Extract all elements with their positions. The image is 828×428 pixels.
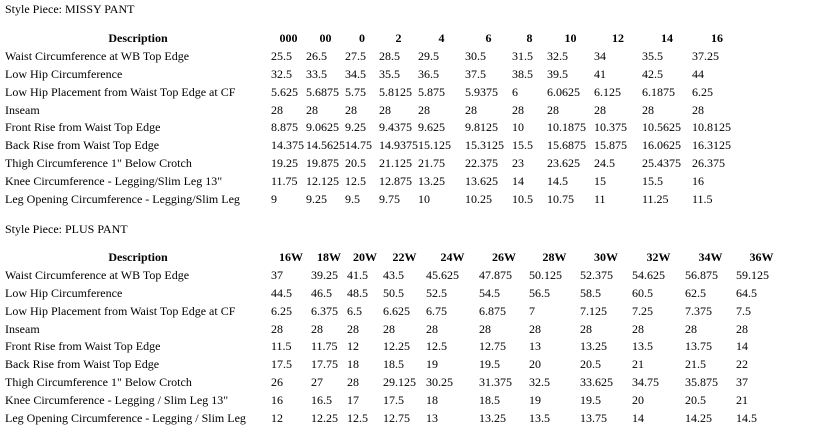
measurement-value: 9.0625 — [306, 120, 339, 135]
measurement-value: 41.5 — [347, 267, 368, 282]
measurement-value: 15.5 — [642, 174, 663, 189]
size-header: 34W — [698, 249, 723, 264]
measurement-value: 46.5 — [311, 285, 332, 300]
measurement-value: 28 — [379, 102, 391, 117]
measurement-value: 12 — [347, 339, 359, 354]
measurement-value: 34 — [594, 48, 606, 63]
measurement-value: 56.875 — [685, 267, 718, 282]
table-row — [5, 373, 787, 391]
measurement-value: 21 — [632, 357, 644, 372]
measurement-value: 10 — [418, 191, 430, 206]
measurement-value: 22.375 — [465, 156, 498, 171]
measurement-value: 6.1875 — [642, 84, 675, 99]
measurement-value: 21.125 — [379, 156, 412, 171]
measurement-value: 27 — [311, 375, 323, 390]
measurement-value: 16.3125 — [692, 138, 731, 153]
measurement-value: 35.875 — [685, 375, 718, 390]
table-row — [5, 266, 787, 284]
missy-header-row — [5, 29, 742, 47]
measurement-value: 52.375 — [580, 267, 613, 282]
measurement-label: Waist Circumference at WB Top Edge — [5, 48, 190, 63]
measurement-value: 12.5 — [345, 174, 366, 189]
measurement-value: 7.375 — [685, 303, 712, 318]
size-header: 000 — [279, 30, 298, 45]
measurement-value: 28 — [580, 321, 592, 336]
measurement-value: 10 — [512, 120, 524, 135]
measurement-value: 35.5 — [642, 48, 663, 63]
measurement-value: 10.5 — [512, 191, 533, 206]
measurement-value: 26.375 — [692, 156, 725, 171]
measurement-value: 28 — [594, 102, 606, 117]
measurement-value: 16.0625 — [642, 138, 681, 153]
measurement-value: 13.5 — [632, 339, 653, 354]
size-header: 32W — [646, 249, 671, 264]
size-header: 18W — [317, 249, 341, 264]
measurement-value: 5.625 — [271, 84, 298, 99]
table-row — [5, 172, 742, 190]
measurement-value: 28 — [347, 375, 359, 390]
measurement-value: 7.5 — [736, 303, 751, 318]
description-header: Description — [108, 30, 168, 45]
measurement-value: 35.5 — [379, 66, 400, 81]
measurement-label: Front Rise from Waist Top Edge — [5, 120, 161, 135]
measurement-value: 54.5 — [479, 285, 500, 300]
measurement-value: 37 — [736, 375, 748, 390]
measurement-value: 5.9375 — [465, 84, 498, 99]
measurement-value: 12.75 — [383, 410, 410, 425]
measurement-value: 6.25 — [692, 84, 713, 99]
measurement-value: 27.5 — [345, 48, 366, 63]
measurement-value: 11.25 — [642, 191, 669, 206]
measurement-value: 28.5 — [379, 48, 400, 63]
measurement-value: 48.5 — [347, 285, 368, 300]
measurement-value: 9.4375 — [379, 120, 412, 135]
missy-style-title: Style Piece: MISSY PANT — [5, 2, 135, 16]
measurement-value: 6 — [512, 84, 518, 99]
measurement-value: 56.5 — [529, 285, 550, 300]
measurement-label: Knee Circumference - Legging / Slim Leg 13" — [5, 393, 229, 408]
size-header: 8 — [526, 30, 533, 45]
measurement-value: 16.5 — [311, 393, 332, 408]
measurement-value: 42.5 — [642, 66, 663, 81]
table-row — [5, 47, 742, 65]
measurement-value: 58.5 — [580, 285, 601, 300]
measurement-value: 12.875 — [379, 174, 412, 189]
measurement-value: 15.3125 — [465, 138, 504, 153]
plus-size-table — [5, 248, 787, 427]
measurement-label: Knee Circumference - Legging/Slim Leg 13" — [5, 174, 223, 189]
measurement-value: 36.5 — [418, 66, 439, 81]
measurement-label: Low Hip Placement from Waist Top Edge at CF — [5, 303, 236, 318]
measurement-value: 14 — [512, 174, 524, 189]
size-header: 4 — [438, 30, 445, 45]
measurement-value: 14.75 — [345, 138, 372, 153]
measurement-label: Thigh Circumference 1" Below Crotch — [5, 156, 192, 171]
size-header: 28W — [542, 249, 567, 264]
size-header: 16 — [711, 30, 723, 45]
measurement-value: 30.25 — [426, 375, 453, 390]
measurement-value: 13.5 — [529, 410, 550, 425]
plus-header-row — [5, 248, 787, 266]
measurement-value: 28 — [383, 321, 395, 336]
measurement-value: 6.375 — [311, 303, 338, 318]
measurement-value: 21.75 — [418, 156, 445, 171]
measurement-value: 12.5 — [426, 339, 447, 354]
measurement-value: 28 — [547, 102, 559, 117]
measurement-value: 6.5 — [347, 303, 362, 318]
measurement-value: 29.5 — [418, 48, 439, 63]
size-header: 30W — [594, 249, 618, 264]
measurement-value: 6.625 — [383, 303, 410, 318]
measurement-value: 22 — [736, 357, 748, 372]
measurement-value: 11.75 — [311, 339, 338, 354]
size-header: 24W — [440, 249, 465, 264]
measurement-value: 9.25 — [345, 120, 366, 135]
measurement-value: 14.5 — [736, 410, 757, 425]
measurement-value: 9.25 — [306, 191, 327, 206]
table-row — [5, 391, 787, 409]
measurement-value: 34.5 — [345, 66, 366, 81]
measurement-value: 6.75 — [426, 303, 447, 318]
size-header: 36W — [749, 249, 774, 264]
missy-size-table — [5, 29, 742, 208]
size-header: 10 — [564, 30, 577, 45]
measurement-value: 32.5 — [547, 48, 568, 63]
measurement-value: 13 — [426, 410, 438, 425]
measurement-value: 20.5 — [580, 357, 601, 372]
measurement-value: 37 — [271, 267, 283, 282]
measurement-value: 19.875 — [306, 156, 339, 171]
measurement-value: 44.5 — [271, 285, 292, 300]
measurement-value: 23.625 — [547, 156, 580, 171]
measurement-value: 13.25 — [479, 410, 506, 425]
measurement-value: 14.25 — [685, 410, 712, 425]
measurement-value: 17.5 — [383, 393, 404, 408]
measurement-value: 32.5 — [271, 66, 292, 81]
measurement-value: 47.875 — [479, 267, 512, 282]
size-header: 2 — [395, 30, 402, 45]
size-header: 0 — [359, 30, 365, 45]
measurement-value: 25.5 — [271, 48, 292, 63]
measurement-value: 12.5 — [347, 410, 368, 425]
measurement-value: 11.75 — [271, 174, 298, 189]
measurement-value: 20.5 — [345, 156, 366, 171]
measurement-value: 15 — [594, 174, 606, 189]
measurement-value: 64.5 — [736, 285, 757, 300]
size-header: 00 — [319, 30, 332, 45]
measurement-label: Leg Opening Circumference - Legging/Slim Leg — [5, 191, 240, 206]
measurement-value: 13 — [529, 339, 541, 354]
table-row — [5, 154, 742, 172]
measurement-value: 52.5 — [426, 285, 447, 300]
measurement-value: 17.75 — [311, 357, 338, 372]
measurement-value: 11.5 — [692, 191, 713, 206]
measurement-value: 62.5 — [685, 285, 706, 300]
measurement-value: 25.4375 — [642, 156, 681, 171]
measurement-value: 13.25 — [580, 339, 607, 354]
size-header: 6 — [485, 30, 492, 45]
measurement-value: 12 — [271, 410, 283, 425]
measurement-value: 13.625 — [465, 174, 498, 189]
measurement-label: Waist Circumference at WB Top Edge — [5, 267, 190, 282]
measurement-value: 10.25 — [465, 191, 492, 206]
measurement-value: 31.375 — [479, 375, 512, 390]
measurement-label: Low Hip Circumference — [5, 285, 123, 300]
measurement-value: 10.8125 — [692, 120, 731, 135]
measurement-label: Leg Opening Circumference - Legging / Slim Leg — [5, 410, 246, 425]
measurement-value: 14.5 — [547, 174, 568, 189]
measurement-value: 7 — [529, 303, 535, 318]
measurement-value: 28 — [345, 102, 357, 117]
measurement-value: 7.25 — [632, 303, 653, 318]
measurement-value: 19 — [426, 357, 438, 372]
measurement-value: 19.25 — [271, 156, 298, 171]
measurement-value: 43.5 — [383, 267, 404, 282]
measurement-value: 10.5625 — [642, 120, 681, 135]
measurement-value: 20 — [632, 393, 644, 408]
measurement-value: 28 — [685, 321, 697, 336]
measurement-value: 39.25 — [311, 267, 338, 282]
measurement-value: 28 — [311, 321, 323, 336]
measurement-label: Back Rise from Waist Top Edge — [5, 138, 160, 153]
measurement-value: 11 — [594, 191, 606, 206]
table-row — [5, 302, 787, 320]
plus-style-title: Style Piece: PLUS PANT — [5, 222, 128, 236]
measurement-value: 18 — [347, 357, 359, 372]
measurement-value: 14 — [736, 339, 748, 354]
measurement-value: 6.25 — [271, 303, 292, 318]
measurement-value: 6.875 — [479, 303, 506, 318]
measurement-value: 5.875 — [418, 84, 445, 99]
measurement-label: Thigh Circumference 1" Below Crotch — [5, 375, 192, 390]
measurement-value: 20 — [529, 357, 541, 372]
measurement-value: 28 — [479, 321, 491, 336]
measurement-value: 38.5 — [512, 66, 533, 81]
table-row — [5, 190, 742, 208]
measurement-value: 19.5 — [580, 393, 601, 408]
measurement-value: 13.75 — [685, 339, 712, 354]
table-row — [5, 337, 787, 355]
table-row — [5, 118, 742, 136]
measurement-value: 23 — [512, 156, 524, 171]
size-header: 14 — [661, 30, 673, 45]
measurement-value: 26.5 — [306, 48, 327, 63]
table-row — [5, 355, 787, 373]
measurement-value: 14 — [632, 410, 644, 425]
measurement-value: 17 — [347, 393, 359, 408]
measurement-value: 28 — [271, 321, 283, 336]
measurement-value: 28 — [736, 321, 748, 336]
measurement-value: 19 — [529, 393, 541, 408]
measurement-label: Low Hip Placement from Waist Top Edge at CF — [5, 84, 236, 99]
measurement-value: 9.625 — [418, 120, 445, 135]
measurement-label: Back Rise from Waist Top Edge — [5, 357, 160, 372]
measurement-value: 15.125 — [418, 138, 451, 153]
measurement-label: Front Rise from Waist Top Edge — [5, 339, 161, 354]
table-row — [5, 409, 787, 427]
size-header: 16W — [279, 249, 303, 264]
measurement-value: 19.5 — [479, 357, 500, 372]
measurement-value: 12.25 — [311, 410, 338, 425]
measurement-value: 28 — [512, 102, 524, 117]
measurement-label: Inseam — [5, 321, 40, 336]
measurement-value: 32.5 — [529, 375, 550, 390]
measurement-value: 37.25 — [692, 48, 719, 63]
measurement-value: 21.5 — [685, 357, 706, 372]
measurement-value: 16 — [271, 393, 283, 408]
measurement-value: 9 — [271, 191, 277, 206]
measurement-value: 59.125 — [736, 267, 769, 282]
measurement-value: 17.5 — [271, 357, 292, 372]
measurement-value: 29.125 — [383, 375, 416, 390]
measurement-value: 37.5 — [465, 66, 486, 81]
measurement-value: 28 — [418, 102, 430, 117]
measurement-value: 14.9375 — [379, 138, 418, 153]
measurement-value: 6.0625 — [547, 84, 580, 99]
measurement-value: 9.5 — [345, 191, 360, 206]
measurement-value: 12.75 — [479, 339, 506, 354]
measurement-value: 13.75 — [580, 410, 607, 425]
measurement-value: 41 — [594, 66, 606, 81]
measurement-value: 6.125 — [594, 84, 621, 99]
measurement-value: 14.5625 — [306, 138, 345, 153]
measurement-value: 7.125 — [580, 303, 607, 318]
table-row — [5, 65, 742, 83]
table-row — [5, 320, 787, 338]
measurement-value: 15.875 — [594, 138, 627, 153]
measurement-value: 28 — [426, 321, 438, 336]
measurement-value: 60.5 — [632, 285, 653, 300]
measurement-value: 34.75 — [632, 375, 659, 390]
measurement-value: 54.625 — [632, 267, 665, 282]
measurement-value: 11.5 — [271, 339, 292, 354]
measurement-value: 28 — [692, 102, 704, 117]
measurement-value: 28 — [306, 102, 318, 117]
measurement-value: 5.75 — [345, 84, 366, 99]
measurement-value: 21 — [736, 393, 748, 408]
measurement-value: 45.625 — [426, 267, 459, 282]
table-row — [5, 136, 742, 154]
measurement-value: 44 — [692, 66, 704, 81]
measurement-label: Inseam — [5, 102, 40, 117]
measurement-value: 5.6875 — [306, 84, 339, 99]
measurement-value: 9.75 — [379, 191, 400, 206]
measurement-value: 28 — [529, 321, 541, 336]
size-header: 20W — [353, 249, 377, 264]
measurement-value: 5.8125 — [379, 84, 412, 99]
measurement-value: 50.125 — [529, 267, 562, 282]
table-row — [5, 101, 742, 119]
measurement-value: 14.375 — [271, 138, 304, 153]
measurement-label: Low Hip Circumference — [5, 66, 123, 81]
measurement-value: 8.875 — [271, 120, 298, 135]
measurement-value: 28 — [642, 102, 654, 117]
measurement-value: 50.5 — [383, 285, 404, 300]
measurement-value: 15.5 — [512, 138, 533, 153]
measurement-value: 10.75 — [547, 191, 574, 206]
measurement-value: 28 — [632, 321, 644, 336]
measurement-value: 12.125 — [306, 174, 339, 189]
measurement-value: 9.8125 — [465, 120, 498, 135]
measurement-value: 28 — [347, 321, 359, 336]
measurement-value: 31.5 — [512, 48, 533, 63]
plus-table-body — [5, 266, 787, 427]
measurement-value: 33.5 — [306, 66, 327, 81]
measurement-value: 30.5 — [465, 48, 486, 63]
size-header: 12 — [612, 30, 624, 45]
measurement-value: 28 — [271, 102, 283, 117]
measurement-value: 12.25 — [383, 339, 410, 354]
measurement-value: 10.375 — [594, 120, 627, 135]
measurement-value: 10.1875 — [547, 120, 586, 135]
table-row — [5, 83, 742, 101]
missy-table-body — [5, 47, 742, 208]
measurement-value: 16 — [692, 174, 704, 189]
measurement-value: 39.5 — [547, 66, 568, 81]
measurement-value: 20.5 — [685, 393, 706, 408]
measurement-value: 18.5 — [383, 357, 404, 372]
size-header: 26W — [492, 249, 516, 264]
table-row — [5, 284, 787, 302]
measurement-value: 28 — [465, 102, 477, 117]
measurement-value: 33.625 — [580, 375, 613, 390]
size-header: 22W — [392, 249, 417, 264]
measurement-value: 24.5 — [594, 156, 615, 171]
measurement-value: 15.6875 — [547, 138, 586, 153]
measurement-value: 18 — [426, 393, 438, 408]
measurement-value: 26 — [271, 375, 283, 390]
measurement-value: 18.5 — [479, 393, 500, 408]
measurement-value: 13.25 — [418, 174, 445, 189]
description-header: Description — [108, 249, 168, 264]
